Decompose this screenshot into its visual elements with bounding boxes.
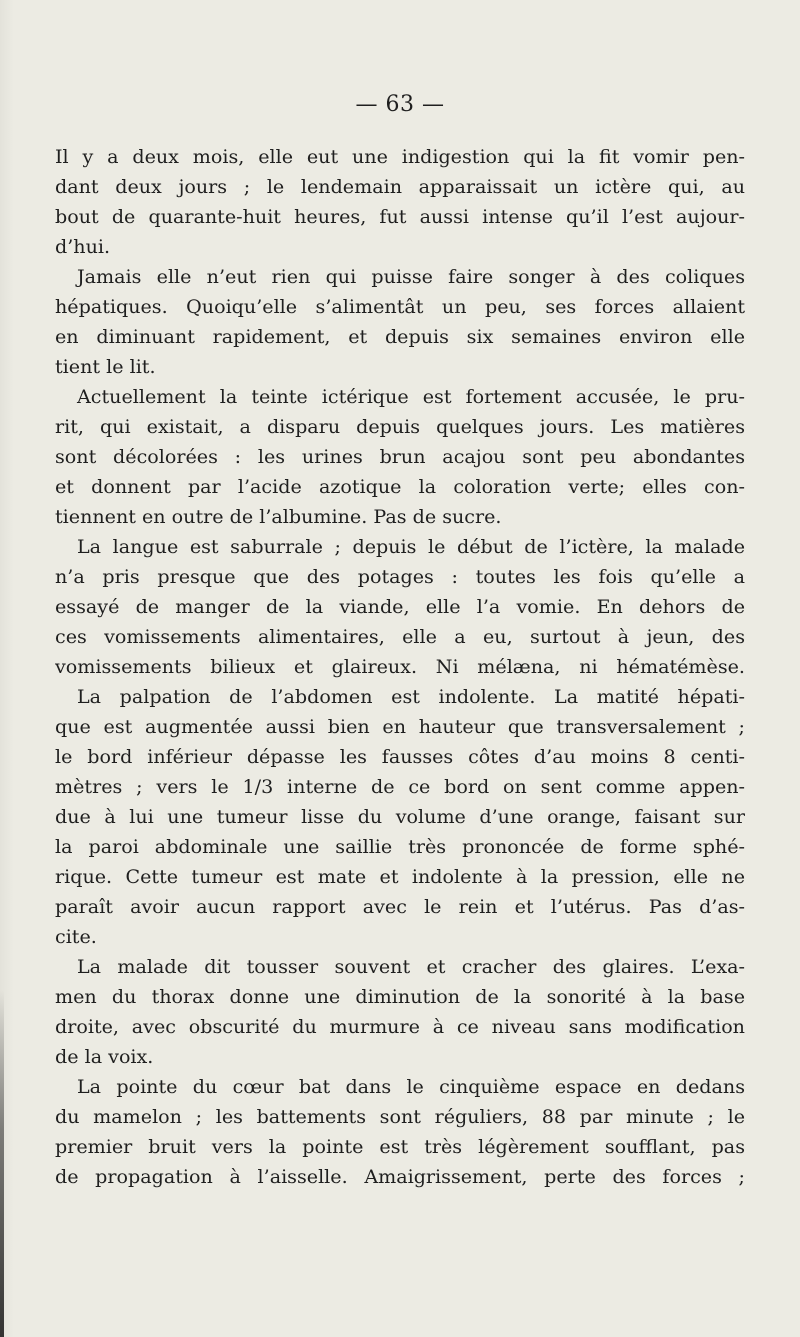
text-line: La palpation de l’abdomen est indolente. La matité hépati- [77, 685, 745, 708]
text-line: due à lui une tumeur lisse du volume d’une orange, faisant sur [55, 805, 745, 828]
page-edge-shadow [0, 990, 4, 1337]
text-line: rique. Cette tumeur est mate et indolente à la pression, elle ne [55, 865, 745, 888]
text-line: premier bruit vers la pointe est très légèrement soufflant, pas [55, 1135, 745, 1158]
text-line: La langue est saburrale ; depuis le début de l’ictère, la malade [77, 535, 745, 558]
text-line: droite, avec obscurité du murmure à ce niveau sans modification [55, 1015, 745, 1038]
text-line: bout de quarante-huit heures, fut aussi intense qu’il l’est aujour- [55, 205, 745, 228]
text-line: d’hui. [55, 235, 111, 258]
body-text [55, 142, 745, 1192]
text-line: essayé de manger de la viande, elle l’a vomie. En dehors de [55, 595, 745, 618]
text-line: sont décolorées : les urines brun acajou sont peu abondantes [55, 445, 745, 468]
text-line: rit, qui existait, a disparu depuis quelques jours. Les matières [55, 415, 745, 438]
text-line: Il y a deux mois, elle eut une indigestion qui la fit vomir pen- [55, 145, 745, 168]
text-line: La malade dit tousser souvent et cracher des glaires. L’exa- [77, 955, 745, 978]
text-line: du mamelon ; les battements sont réguliers, 88 par minute ; le [55, 1105, 745, 1128]
text-line: de propagation à l’aisselle. Amaigrissement, perte des forces ; [55, 1165, 745, 1188]
text-line: le bord inférieur dépasse les fausses côtes d’au moins 8 centi- [55, 745, 745, 768]
page-number: — 63 — [355, 92, 445, 117]
text-line: la paroi abdominale une saillie très prononcée de forme sphé- [55, 835, 745, 858]
text-line: tiennent en outre de l’albumine. Pas de sucre. [55, 505, 502, 528]
text-line: paraît avoir aucun rapport avec le rein et l’utérus. Pas d’as- [55, 895, 745, 918]
text-line: dant deux jours ; le lendemain apparaissait un ictère qui, au [55, 175, 745, 198]
text-line: Jamais elle n’eut rien qui puisse faire songer à des coliques [77, 265, 745, 288]
text-line: hépatiques. Quoiqu’elle s’alimentât un peu, ses forces allaient [55, 295, 745, 318]
text-line: vomissements bilieux et glaireux. Ni mélæna, ni hématémèse. [55, 655, 745, 678]
text-line: en diminuant rapidement, et depuis six semaines environ elle [55, 325, 745, 348]
text-line: Actuellement la teinte ictérique est fortement accusée, le pru- [77, 385, 745, 408]
text-line: ces vomissements alimentaires, elle a eu, surtout à jeun, des [55, 625, 745, 648]
text-line: La pointe du cœur bat dans le cinquième espace en dedans [77, 1075, 745, 1098]
text-line: tient le lit. [55, 355, 156, 378]
text-line: et donnent par l’acide azotique la coloration verte; elles con- [55, 475, 745, 498]
text-line: que est augmentée aussi bien en hauteur que transversalement ; [55, 715, 745, 738]
text-line: men du thorax donne une diminution de la sonorité à la base [55, 985, 745, 1008]
text-line: n’a pris presque que des potages : toutes les fois qu’elle a [55, 565, 745, 588]
text-line: de la voix. [55, 1045, 154, 1068]
text-line: mètres ; vers le 1/3 interne de ce bord on sent comme appen- [55, 775, 745, 798]
text-line: cite. [55, 925, 97, 948]
